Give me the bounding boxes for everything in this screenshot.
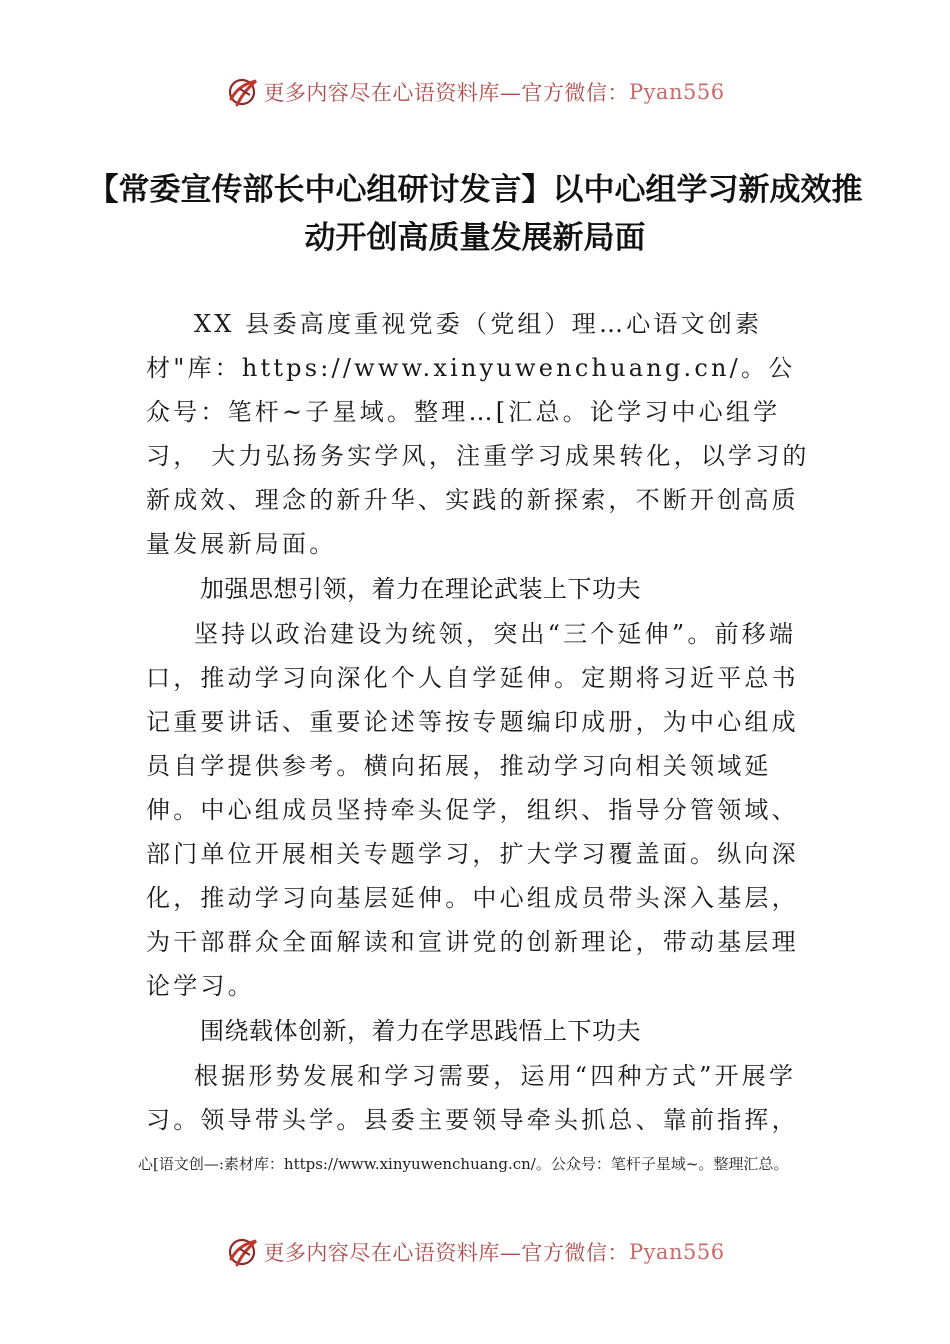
header-banner bbox=[0, 72, 950, 112]
section-paragraph-2: 根据形势发展和学习需要，运用“四种方式”开展学习。领导带头学。县委主要领导牵头抓总、靠前指挥， bbox=[146, 1062, 799, 1134]
section-heading-1: 加强思想引领，着力在理论武装上下功夫 bbox=[200, 575, 641, 603]
intro-paragraph: XX 县委高度重视党委（党组）理…心语文创素材"库：https://www.xinyuwenchuang.cn/。公众号：笔杆~子星域。整理…[汇总。论学习中心组学习， 大力弘扬务实学风，注重学习成果转化，以学习的新成效、理念的新升华、实践的新探索，不断开创高质量发展新局面。 bbox=[146, 310, 810, 558]
banner-text: 更多内容尽在心语资料库—官方微信： bbox=[263, 81, 629, 105]
logo-icon bbox=[225, 1235, 259, 1269]
footer-banner bbox=[0, 1232, 950, 1272]
logo-icon bbox=[225, 75, 259, 109]
document-title: 【常委宣传部长中心组研讨发言】以中心组学习新成效推动开创高质量发展新局面 bbox=[87, 172, 863, 256]
section-heading-2: 围绕载体创新，着力在学思践悟上下功夫 bbox=[200, 1017, 641, 1045]
document-body bbox=[146, 302, 816, 1142]
footnote: 心[语文创—:素材库：https://www.xinyuwenchuang.cn/。公众号：笔杆子星域~。整理汇总。 bbox=[138, 1155, 789, 1173]
section-paragraph-1: 坚持以政治建设为统领，突出“三个延伸”。前移端口，推动学习向深化个人自学延伸。定期将习近平总书记重要讲话、重要论述等按专题编印成册，为中心组成员自学提供参考。横向拓展，推动学习向相关领域延伸。中心组成员坚持牵头促学，组织、指导分管领域、部门单位开展相关专题学习，扩大学习覆盖面。纵向深化，推动学习向基层延伸。中心组成员带头深入基层，为干部群众全面解读和宣讲党的创新理论，带动基层理论学习。 bbox=[146, 620, 799, 1000]
wechat-id: Pyan556 bbox=[628, 1240, 725, 1264]
banner-text: 更多内容尽在心语资料库—官方微信： bbox=[263, 1241, 629, 1265]
wechat-id: Pyan556 bbox=[628, 80, 725, 104]
